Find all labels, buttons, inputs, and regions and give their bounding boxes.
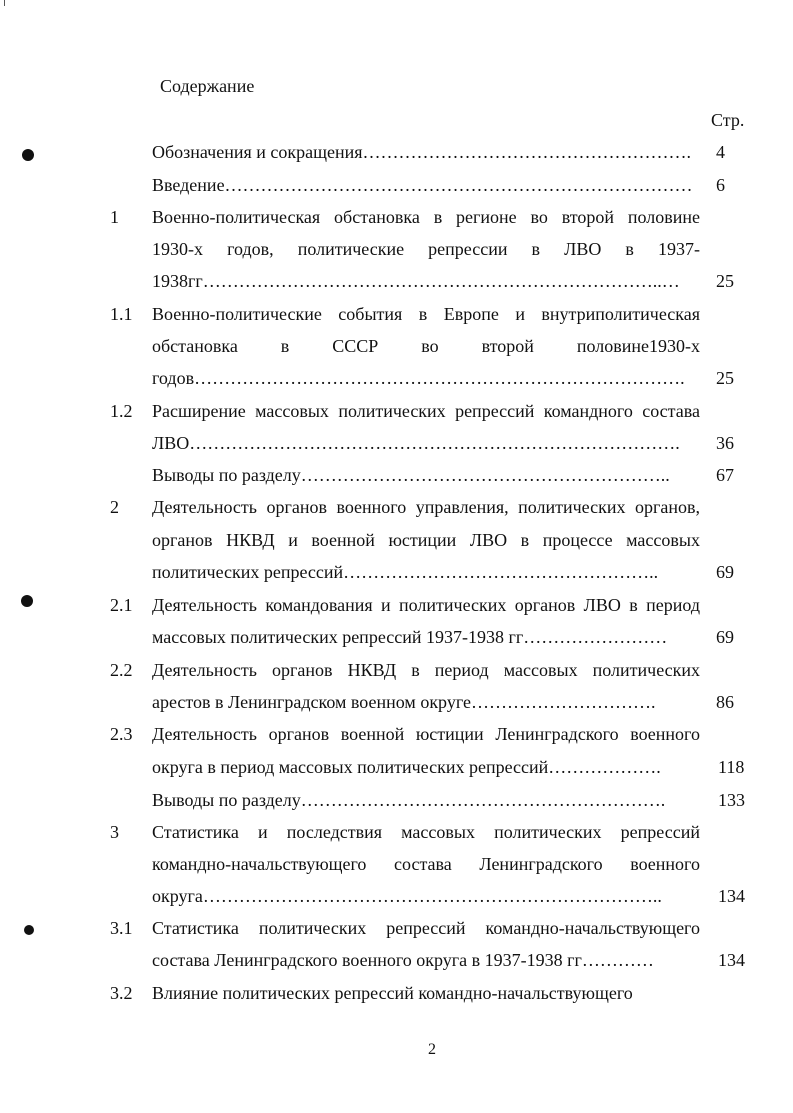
toc-entry-number: 1 bbox=[110, 207, 119, 227]
toc-entry-line: политических репрессий…………………………………………….. bbox=[152, 562, 659, 582]
toc-entry-line: командно-начальствующего состава Ленинградского военного bbox=[152, 854, 700, 874]
toc-entry-line: Статистика и последствия массовых политических репрессий bbox=[152, 822, 700, 842]
scan-tick-mark bbox=[4, 0, 5, 6]
toc-entry-number: 2.3 bbox=[110, 724, 133, 744]
page-column-label: Стр. bbox=[711, 110, 745, 130]
toc-entry-line: 1938гг…………………………………………………………………..… bbox=[152, 271, 680, 291]
toc-entry-line: Военно-политические события в Европе и внутриполитическая bbox=[152, 304, 700, 324]
punch-hole-mark bbox=[24, 925, 34, 935]
toc-entry-line: Статистика политических репрессий командно-начальствующего bbox=[152, 918, 700, 938]
toc-entry-page: 25 bbox=[716, 271, 734, 291]
toc-entry-line: Расширение массовых политических репрессий командного состава bbox=[152, 401, 700, 421]
toc-entry-line: Военно-политическая обстановка в регионе во второй половине bbox=[152, 207, 700, 227]
toc-entry-number: 3.1 bbox=[110, 918, 133, 938]
toc-entry-number: 1.2 bbox=[110, 401, 133, 421]
toc-entry-number: 2.2 bbox=[110, 660, 133, 680]
toc-entry-line: Введение…………………………………………………………………… bbox=[152, 175, 693, 195]
toc-entry-line: массовых политических репрессий 1937-1938 гг…………………… bbox=[152, 627, 668, 647]
toc-entry-line: округа в период массовых политических репрессий………………. bbox=[152, 757, 661, 777]
page-title: Содержание bbox=[160, 76, 255, 96]
toc-entry-page: 4 bbox=[716, 142, 725, 162]
toc-entry-line: Деятельность органов военной юстиции Ленинградского военного bbox=[152, 724, 700, 744]
toc-entry-line: Выводы по разделу…………………………………………………….. bbox=[152, 465, 670, 485]
page-number: 2 bbox=[428, 1041, 436, 1058]
toc-entry-line: Деятельность командования и политических органов ЛВО в период bbox=[152, 595, 700, 615]
toc-entry-page: 134 bbox=[718, 950, 745, 970]
toc-entry-page: 69 bbox=[716, 562, 734, 582]
toc-entry-page: 86 bbox=[716, 692, 734, 712]
toc-entry-line: 1930-х годов, политические репрессии в ЛВО в 1937- bbox=[152, 239, 700, 259]
toc-entry-line: состава Ленинградского военного округа в 1937-1938 гг………… bbox=[152, 950, 654, 970]
toc-entry-number: 3 bbox=[110, 822, 119, 842]
toc-entry-page: 134 bbox=[718, 886, 745, 906]
toc-entry-page: 67 bbox=[716, 465, 734, 485]
toc-entry-line: арестов в Ленинградском военном округе…………………………. bbox=[152, 692, 656, 712]
toc-entry-page: 133 bbox=[718, 790, 745, 810]
toc-entry-page: 36 bbox=[716, 433, 734, 453]
punch-hole-mark bbox=[22, 149, 34, 161]
toc-entry-line: округа………………………………………………………………….. bbox=[152, 886, 662, 906]
toc-entry-number: 1.1 bbox=[110, 304, 133, 324]
toc-entry-line: обстановка в СССР во второй половине1930-х bbox=[152, 336, 700, 356]
toc-entry-number: 3.2 bbox=[110, 983, 133, 1003]
toc-entry-page: 6 bbox=[716, 175, 725, 195]
toc-entry-line: Влияние политических репрессий командно-начальствующего bbox=[152, 983, 633, 1003]
toc-entry-page: 69 bbox=[716, 627, 734, 647]
toc-entry-number: 2.1 bbox=[110, 595, 133, 615]
toc-entry-line: годов………………………………………………………………………. bbox=[152, 368, 685, 388]
toc-entry-line: Выводы по разделу……………………………………………………. bbox=[152, 790, 666, 810]
toc-entry-line: органов НКВД и военной юстиции ЛВО в процессе массовых bbox=[152, 530, 700, 550]
toc-entry-page: 118 bbox=[718, 757, 745, 777]
toc-entry-line: Обозначения и сокращения………………………………………………. bbox=[152, 142, 692, 162]
punch-hole-mark bbox=[21, 595, 33, 607]
toc-entry-line: ЛВО………………………………………………………………………. bbox=[152, 433, 680, 453]
toc-entry-number: 2 bbox=[110, 497, 119, 517]
toc-entry-page: 25 bbox=[716, 368, 734, 388]
toc-entry-line: Деятельность органов военного управления, политических органов, bbox=[152, 497, 700, 517]
toc-entry-line: Деятельность органов НКВД в период массовых политических bbox=[152, 660, 700, 680]
